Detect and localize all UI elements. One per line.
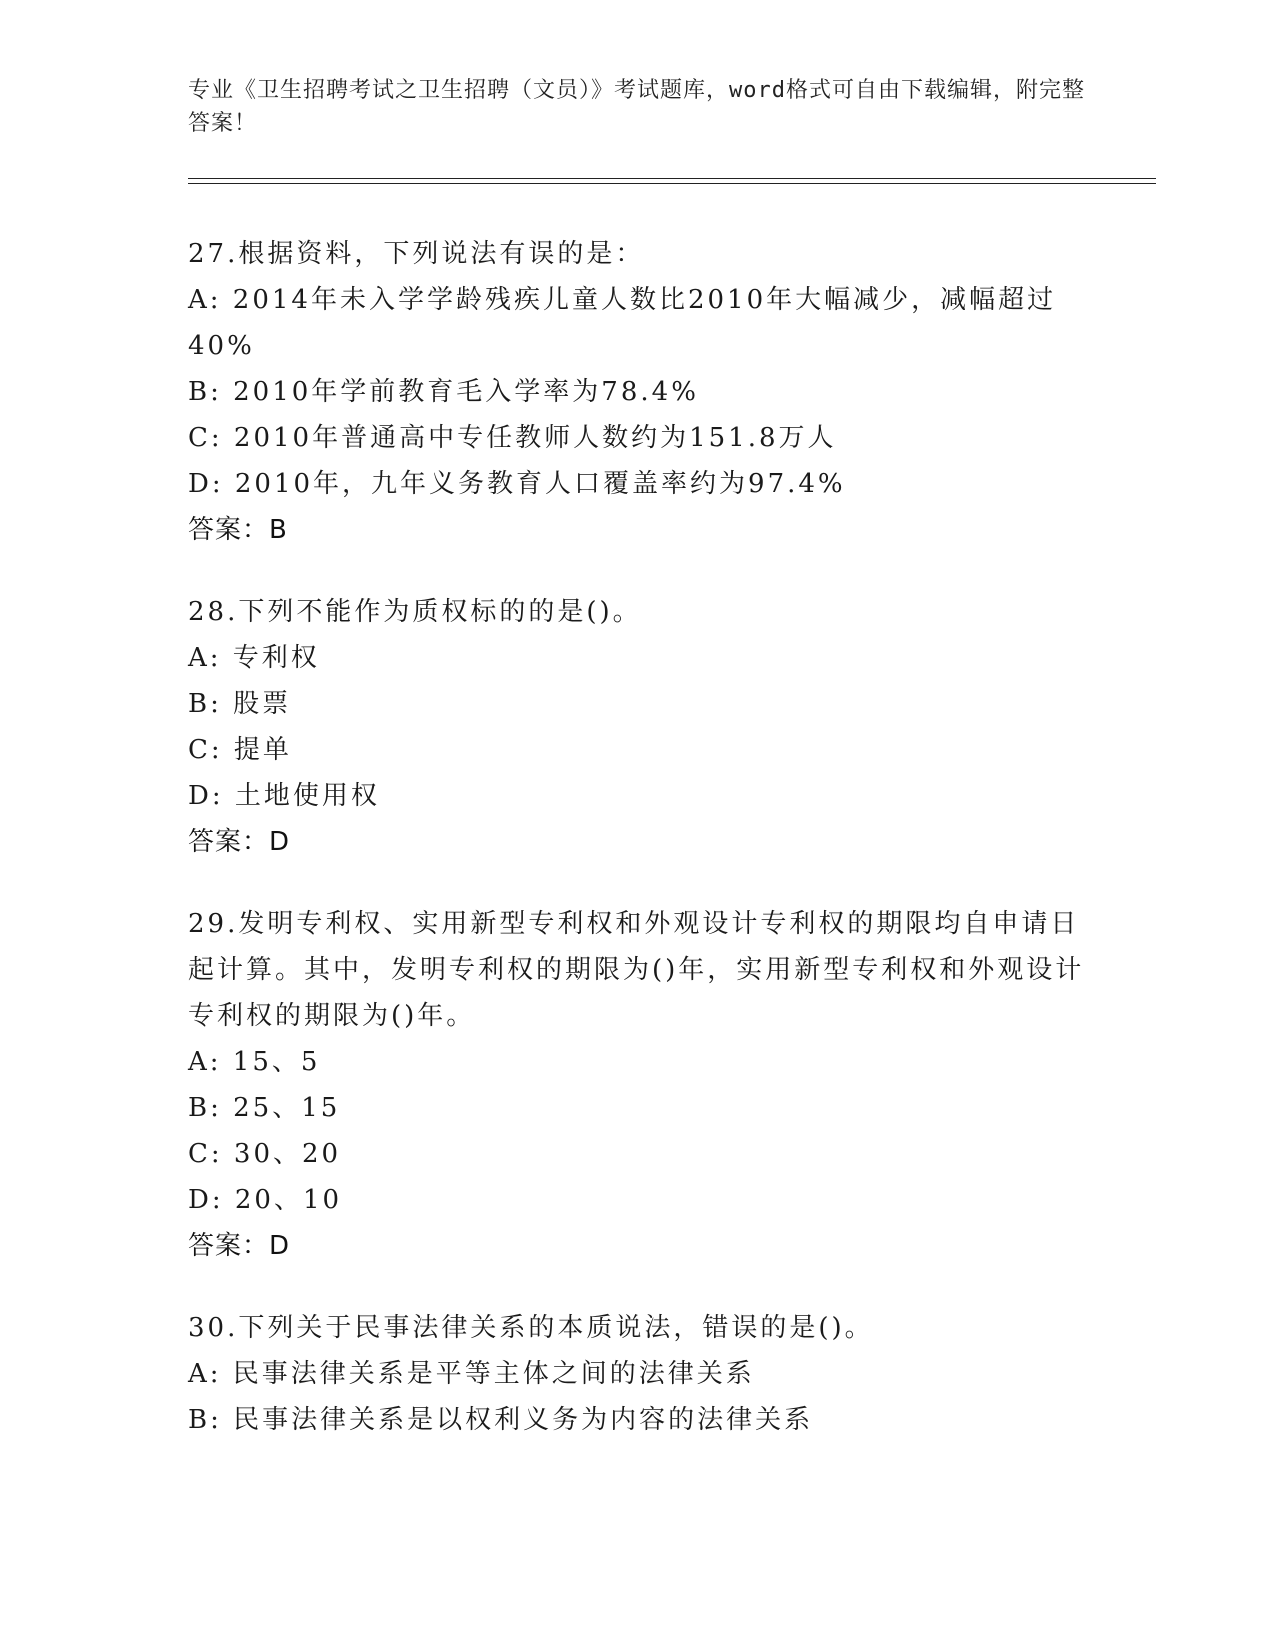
header-divider-bottom [188, 183, 1156, 184]
question-stem: 27.根据资料，下列说法有误的是： [188, 239, 645, 269]
question-stem: 29.发明专利权、实用新型专利权和外观设计专利权的期限均自申请日起计算。其中，发明专利权的期限为()年，实用新型专利权和外观设计专利权的期限为()年。 [188, 909, 1085, 1031]
answer: 答案：D [188, 1231, 291, 1261]
option-b: B: 2010年学前教育毛入学率为78.4% [188, 377, 699, 407]
option-d: D: 2010年，九年义务教育人口覆盖率约为97.4% [188, 469, 846, 499]
question-29 [188, 901, 1088, 1269]
document-header: 专业《卫生招聘考试之卫生招聘（文员）》考试题库，word格式可自由下载编辑，附完整答案！ [188, 78, 1085, 136]
question-stem: 30.下列关于民事法律关系的本质说法，错误的是()。 [188, 1313, 874, 1343]
option-c: C: 提单 [188, 735, 292, 765]
answer: 答案：B [188, 515, 288, 545]
option-a: A: 专利权 [188, 643, 320, 673]
option-b: B: 25、15 [188, 1093, 341, 1123]
option-b: B: 股票 [188, 689, 292, 719]
question-28 [188, 589, 1088, 865]
option-d: D: 土地使用权 [188, 781, 380, 811]
option-a: A: 民事法律关系是平等主体之间的法律关系 [188, 1359, 755, 1389]
header-divider-top [188, 178, 1156, 179]
question-30 [188, 1305, 1088, 1443]
option-a: A: 15、5 [188, 1047, 321, 1077]
option-c: C: 2010年普通高中专任教师人数约为151.8万人 [188, 423, 837, 453]
answer: 答案：D [188, 827, 291, 857]
option-d: D: 20、10 [188, 1185, 343, 1215]
question-list [188, 231, 1088, 1479]
question-stem: 28.下列不能作为质权标的的是()。 [188, 597, 642, 627]
option-c: C: 30、20 [188, 1139, 342, 1169]
option-b: B: 民事法律关系是以权利义务为内容的法律关系 [188, 1405, 814, 1435]
question-27 [188, 231, 1088, 553]
option-a: A: 2014年未入学学龄残疾儿童人数比2010年大幅减少，减幅超过40% [188, 285, 1057, 361]
